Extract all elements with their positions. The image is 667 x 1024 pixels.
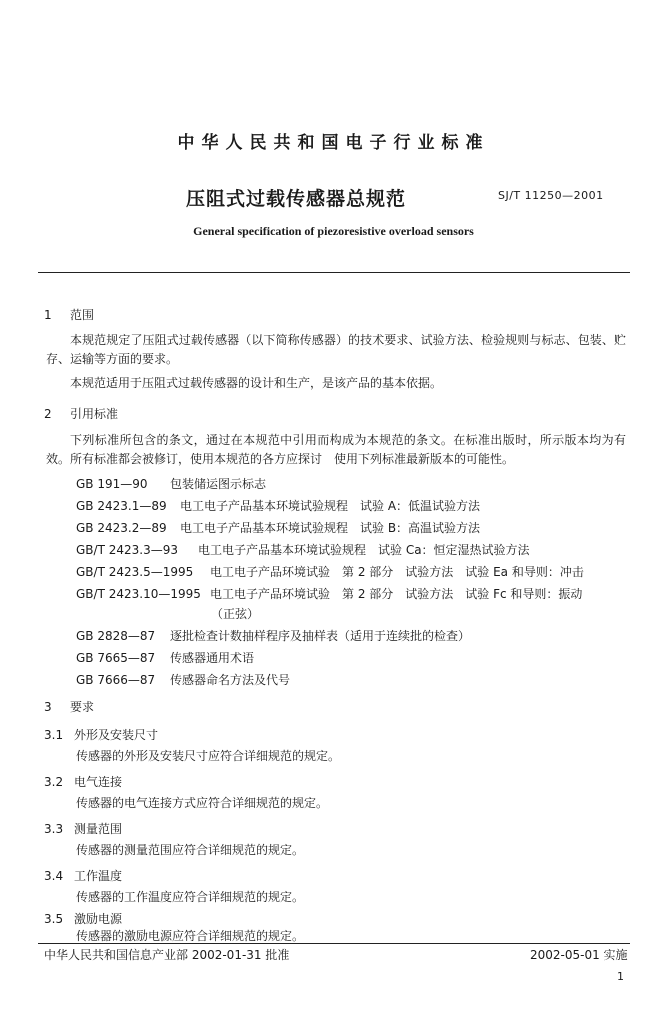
subsection-3-5-heading — [44, 910, 122, 927]
reference-item — [76, 671, 290, 688]
section-title: 范围 — [70, 308, 95, 322]
reference-continuation: （正弦） — [211, 607, 260, 621]
reference-item — [76, 519, 480, 536]
reference-item — [76, 563, 584, 580]
reference-code: GB 2423.2—89 — [76, 521, 167, 535]
reference-title: 电工电子产品基本环境试验规程 试验 Ca：恒定湿热试验方法 — [198, 543, 530, 557]
reference-title: 传感器通用术语 — [170, 651, 255, 665]
subsection-3-2-text: 传感器的电气连接方式应符合详细规范的规定。 — [76, 796, 329, 810]
subsection-3-1-text: 传感器的外形及安装尺寸应符合详细规范的规定。 — [76, 749, 341, 763]
org-title: 中华人民共和国电子行业标准 — [177, 133, 490, 153]
subsection-number: 3.5 — [44, 912, 64, 926]
standard-number: SJ/T 11250—2001 — [498, 189, 604, 202]
subsection-title: 外形及安装尺寸 — [74, 728, 159, 742]
subsection-3-2-heading — [44, 773, 122, 790]
reference-code: GB 2423.1—89 — [76, 499, 167, 513]
reference-code: GB/T 2423.10—1995 — [76, 587, 201, 601]
section-number: 1 — [44, 308, 52, 322]
reference-item — [76, 541, 530, 558]
implementation-date: 2002-05-01 实施 — [530, 948, 628, 962]
section-2-heading — [44, 405, 118, 422]
page-number: 1 — [617, 970, 624, 983]
subsection-3-3-heading — [44, 820, 122, 837]
section-1-paragraph-1: 本规范规定了压阻式过载传感器（以下简称传感器）的技术要求、试验方法、检验规则与标志、包装、贮存、运输等方面的要求。 — [46, 333, 626, 366]
reference-item — [76, 649, 254, 666]
subsection-number: 3.1 — [44, 728, 64, 742]
reference-code: GB/T 2423.5—1995 — [76, 565, 194, 579]
reference-title: 逐批检查计数抽样程序及抽样表（适用于连续批的检查） — [170, 629, 471, 643]
document-title: 压阻式过载传感器总规范 — [186, 188, 407, 210]
reference-code: GB 191—90 — [76, 477, 148, 491]
subsection-title: 激励电源 — [74, 912, 123, 926]
footer-divider — [38, 943, 630, 944]
reference-code: GB 7665—87 — [76, 651, 156, 665]
subsection-number: 3.4 — [44, 869, 64, 883]
reference-title: 电工电子产品环境试验 第 2 部分 试验方法 试验 Ea 和导则：冲击 — [210, 565, 584, 579]
reference-title: 包装储运图示标志 — [170, 477, 267, 491]
section-number: 3 — [44, 700, 52, 714]
subsection-title: 工作温度 — [74, 869, 123, 883]
subsection-number: 3.3 — [44, 822, 64, 836]
subsection-3-5-text: 传感器的激励电源应符合详细规范的规定。 — [76, 929, 305, 943]
reference-title: 电工电子产品环境试验 第 2 部分 试验方法 试验 Fc 和导则：振动 — [210, 587, 583, 601]
section-2-paragraph: 下列标准所包含的条文，通过在本规范中引用而构成为本规范的条文。在标准出版时，所示版本均为有效。所有标准都会被修订，使用本规范的各方应探讨 使用下列标准最新版本的可能性。 — [46, 433, 626, 466]
reference-title: 传感器命名方法及代号 — [170, 673, 291, 687]
subsection-number: 3.2 — [44, 775, 64, 789]
approval-note: 中华人民共和国信息产业部 2002-01-31 批准 — [44, 948, 290, 962]
section-3-heading — [44, 698, 94, 715]
section-1-heading — [44, 306, 94, 323]
reference-item — [76, 497, 480, 514]
section-title: 要求 — [70, 700, 95, 714]
subsection-3-1-heading — [44, 726, 158, 743]
subsection-3-4-heading — [44, 867, 122, 884]
reference-code: GB 2828—87 — [76, 629, 156, 643]
reference-item — [76, 585, 582, 602]
header-divider — [38, 272, 630, 273]
section-1-paragraph-2: 本规范适用于压阻式过载传感器的设计和生产，是该产品的基本依据。 — [70, 376, 443, 390]
reference-code: GB 7666—87 — [76, 673, 156, 687]
reference-title: 电工电子产品基本环境试验规程 试验 A：低温试验方法 — [180, 499, 481, 513]
reference-title: 电工电子产品基本环境试验规程 试验 B：高温试验方法 — [180, 521, 481, 535]
section-number: 2 — [44, 407, 52, 421]
subsection-title: 测量范围 — [74, 822, 123, 836]
subsection-3-3-text: 传感器的测量范围应符合详细规范的规定。 — [76, 843, 305, 857]
subsection-title: 电气连接 — [74, 775, 123, 789]
reference-item — [76, 475, 266, 492]
section-title: 引用标准 — [70, 407, 119, 421]
reference-code: GB/T 2423.3—93 — [76, 543, 178, 557]
subsection-3-4-text: 传感器的工作温度应符合详细规范的规定。 — [76, 890, 305, 904]
reference-item — [76, 627, 470, 644]
english-title: General specification of piezoresistive overload sensors — [193, 224, 474, 238]
